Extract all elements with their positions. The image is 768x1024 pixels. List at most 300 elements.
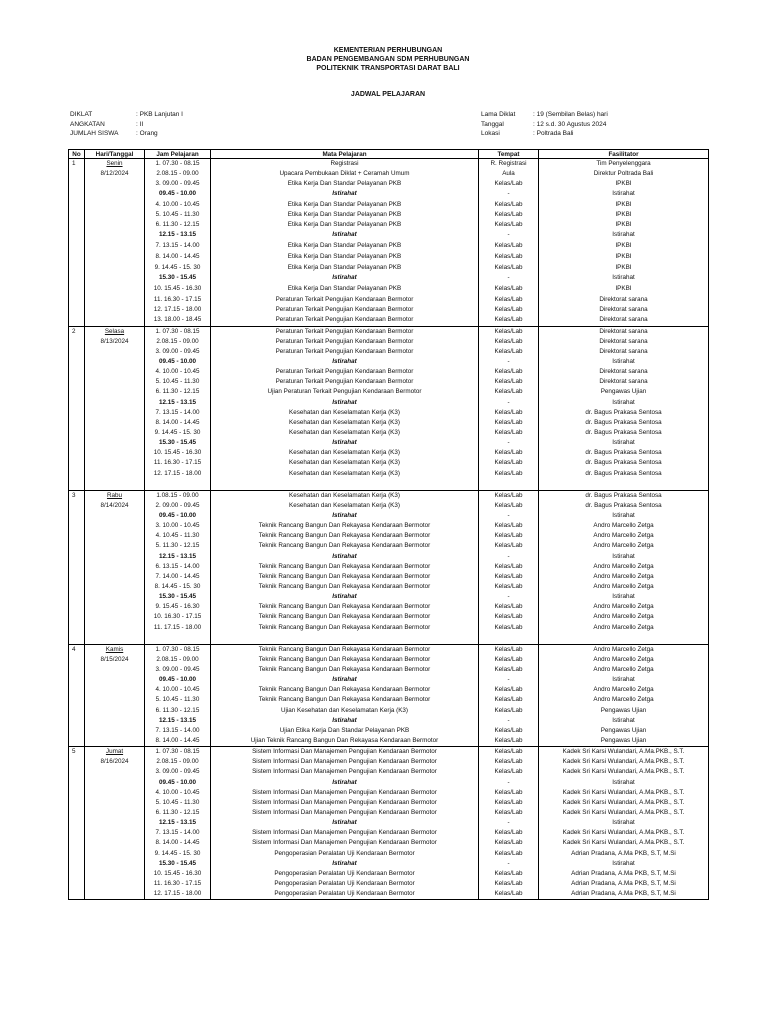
facilitator-cell: [539, 633, 709, 645]
facilitator-cell: dr. Bagus Prakasa Sentosa: [539, 490, 709, 501]
place-cell: Kelas/Lab: [479, 521, 539, 531]
day-cell: [85, 675, 145, 685]
facilitator-cell: Direktorat sarana: [539, 367, 709, 377]
time-cell: 11. 16.30 - 17.15: [145, 294, 211, 305]
subject-cell: Kesehatan dan Keselamatan Kerja (K3): [211, 418, 479, 428]
table-row: [69, 838, 709, 848]
place-cell: Kelas/Lab: [479, 179, 539, 189]
facilitator-cell: IPKBI: [539, 262, 709, 273]
table-row: [69, 869, 709, 879]
facilitator-cell: Andro Marcello Zetga: [539, 582, 709, 592]
place-cell: Kelas/Lab: [479, 531, 539, 541]
facilitator-cell: dr. Bagus Prakasa Sentosa: [539, 501, 709, 511]
cell-empty: [69, 469, 85, 479]
facilitator-cell: Kadek Sri Karsi Wulandari, A.Ma.PKB., S.T.: [539, 788, 709, 798]
table-row: [69, 592, 709, 602]
facilitator-cell: Direktorat sarana: [539, 347, 709, 357]
facilitator-cell: Istirahat: [539, 273, 709, 283]
facilitator-cell: Istirahat: [539, 818, 709, 828]
table-row: [69, 398, 709, 408]
time-cell: [145, 479, 211, 491]
cell-empty: [69, 283, 85, 294]
day-cell: [85, 633, 145, 645]
time-cell: 7. 13.15 - 14.00: [145, 726, 211, 736]
time-cell: 7. 13.15 - 14.00: [145, 828, 211, 838]
time-cell: 8. 14.00 - 14.45: [145, 736, 211, 747]
table-row: [69, 305, 709, 315]
time-cell: [145, 633, 211, 645]
subject-cell: Teknik Rancang Bangun Dan Rekayasa Kendaraan Bermotor: [211, 612, 479, 622]
cell-empty: [69, 572, 85, 582]
table-row: [69, 788, 709, 798]
table-row: [69, 501, 709, 511]
subject-cell: [211, 633, 479, 645]
subject-cell: Teknik Rancang Bangun Dan Rekayasa Kendaraan Bermotor: [211, 655, 479, 665]
table-row: [69, 262, 709, 273]
cell-empty: [69, 562, 85, 572]
time-cell: 12.15 - 13.15: [145, 230, 211, 240]
time-cell: 3. 09.00 - 09.45: [145, 767, 211, 777]
time-cell: 2.08.15 - 09.00: [145, 337, 211, 347]
day-cell: [85, 262, 145, 273]
table-row: [69, 705, 709, 715]
table-row: [69, 633, 709, 645]
place-cell: Kelas/Lab: [479, 582, 539, 592]
subject-cell: Istirahat: [211, 398, 479, 408]
cell-empty: [69, 705, 85, 715]
place-cell: -: [479, 675, 539, 685]
place-cell: Kelas/Lab: [479, 294, 539, 305]
table-row: [69, 273, 709, 283]
cell-empty: [69, 315, 85, 326]
time-cell: 11. 17.15 - 18.00: [145, 622, 211, 632]
day-cell: [85, 602, 145, 612]
time-cell: 8. 14.45 - 15. 30: [145, 582, 211, 592]
subject-cell: Peraturan Terkait Pengujian Kendaraan Bermotor: [211, 347, 479, 357]
subject-cell: Teknik Rancang Bangun Dan Rekayasa Kendaraan Bermotor: [211, 695, 479, 705]
time-cell: 09.45 - 10.00: [145, 357, 211, 367]
info-row: [70, 129, 183, 139]
table-row: [69, 347, 709, 357]
table-row: [69, 602, 709, 612]
day-first-row: [69, 490, 709, 501]
subject-cell: Istirahat: [211, 189, 479, 199]
table-row: [69, 757, 709, 767]
info-value: : 12 s.d. 30 Agustus 2024: [533, 120, 607, 128]
day-cell: [85, 705, 145, 715]
day-name: Jumat: [105, 748, 124, 756]
day-cell: [85, 251, 145, 262]
facilitator-cell: Andro Marcello Zetga: [539, 612, 709, 622]
place-cell: Kelas/Lab: [479, 869, 539, 879]
table-row: [69, 808, 709, 818]
time-cell: 15.30 - 15.45: [145, 273, 211, 283]
table-row: [69, 665, 709, 675]
subject-cell: Istirahat: [211, 675, 479, 685]
time-cell: 7. 14.00 - 14.45: [145, 572, 211, 582]
place-cell: Kelas/Lab: [479, 418, 539, 428]
cell-empty: [69, 889, 85, 900]
subject-cell: Teknik Rancang Bangun Dan Rekayasa Kendaraan Bermotor: [211, 665, 479, 675]
time-cell: 1. 07.30 - 08.15: [145, 747, 211, 758]
time-cell: 8. 14.00 - 14.45: [145, 251, 211, 262]
facilitator-cell: Istirahat: [539, 777, 709, 787]
cell-empty: [69, 200, 85, 210]
place-cell: -: [479, 273, 539, 283]
facilitator-cell: Istirahat: [539, 675, 709, 685]
table-row: [69, 418, 709, 428]
info-value: : II: [136, 120, 144, 128]
cell-empty: [69, 848, 85, 858]
table-row: [69, 240, 709, 251]
day-cell: [85, 665, 145, 675]
facilitator-cell: IPKBI: [539, 220, 709, 230]
day-cell: [85, 189, 145, 199]
place-cell: -: [479, 818, 539, 828]
day-date: 8/16/2024: [85, 757, 145, 767]
place-cell: Kelas/Lab: [479, 337, 539, 347]
facilitator-cell: IPKBI: [539, 240, 709, 251]
time-cell: 2.08.15 - 09.00: [145, 169, 211, 179]
cell-empty: [69, 501, 85, 511]
info-left: [70, 110, 183, 139]
day-cell: [85, 469, 145, 479]
time-cell: 9. 14.45 - 15. 30: [145, 428, 211, 438]
subject-cell: Pengoperasian Peralatan Uji Kendaraan Bermotor: [211, 869, 479, 879]
place-cell: Kelas/Lab: [479, 315, 539, 326]
place-cell: -: [479, 511, 539, 521]
time-cell: 11. 16.30 - 17.15: [145, 458, 211, 468]
facilitator-cell: Pengawas Ujian: [539, 736, 709, 747]
facilitator-cell: Direktorat sarana: [539, 377, 709, 387]
table-row: [69, 283, 709, 294]
subject-cell: Teknik Rancang Bangun Dan Rekayasa Kendaraan Bermotor: [211, 622, 479, 632]
facilitator-cell: Pengawas Ujian: [539, 705, 709, 715]
time-cell: 2.08.15 - 09.00: [145, 655, 211, 665]
cell-empty: [69, 592, 85, 602]
place-cell: Kelas/Lab: [479, 747, 539, 758]
day-cell: [85, 848, 145, 858]
cell-empty: [69, 179, 85, 189]
cell-empty: [69, 798, 85, 808]
time-cell: 13. 18.00 - 18.45: [145, 315, 211, 326]
day-cell: [85, 726, 145, 736]
day-cell: [85, 788, 145, 798]
day-cell: [85, 767, 145, 777]
time-cell: 12.15 - 13.15: [145, 818, 211, 828]
day-cell: [85, 859, 145, 869]
cell-empty: [69, 262, 85, 273]
place-cell: R. Registrasi: [479, 159, 539, 170]
time-cell: 4. 10.45 - 11.30: [145, 531, 211, 541]
table-row: [69, 767, 709, 777]
time-cell: 1. 07.30 - 08.15: [145, 644, 211, 655]
time-cell: 12.15 - 13.15: [145, 398, 211, 408]
schedule-table: [68, 149, 709, 900]
table-row: [69, 387, 709, 397]
day-number: 1: [69, 159, 85, 170]
facilitator-cell: IPKBI: [539, 210, 709, 220]
time-cell: 15.30 - 15.45: [145, 859, 211, 869]
cell-empty: [69, 736, 85, 747]
place-cell: Aula: [479, 169, 539, 179]
time-cell: 8. 14.00 - 14.45: [145, 838, 211, 848]
subject-cell: Kesehatan dan Keselamatan Kerja (K3): [211, 428, 479, 438]
table-row: [69, 511, 709, 521]
table-row: [69, 337, 709, 347]
place-cell: [479, 633, 539, 645]
day-number: 3: [69, 490, 85, 501]
day-number: 5: [69, 747, 85, 758]
facilitator-cell: Andro Marcello Zetga: [539, 531, 709, 541]
table-row: [69, 210, 709, 220]
place-cell: Kelas/Lab: [479, 562, 539, 572]
cell-empty: [69, 305, 85, 315]
subject-cell: Peraturan Terkait Pengujian Kendaraan Bermotor: [211, 315, 479, 326]
subject-cell: Sistem Informasi Dan Manajemen Pengujian Kendaraan Bermotor: [211, 838, 479, 848]
subject-cell: Teknik Rancang Bangun Dan Rekayasa Kendaraan Bermotor: [211, 521, 479, 531]
subject-cell: Istirahat: [211, 552, 479, 562]
facilitator-cell: Istirahat: [539, 189, 709, 199]
table-row: [69, 458, 709, 468]
subject-cell: Istirahat: [211, 777, 479, 787]
table-row: [69, 200, 709, 210]
place-cell: Kelas/Lab: [479, 283, 539, 294]
info-value: : 19 (Sembilan Belas) hari: [533, 111, 608, 118]
column-header-place: Tempat: [479, 150, 539, 159]
facilitator-cell: [539, 479, 709, 491]
header-institution: POLITEKNIK TRANSPORTASI DARAT BALI: [316, 65, 460, 72]
facilitator-cell: dr. Bagus Prakasa Sentosa: [539, 428, 709, 438]
table-row: [69, 798, 709, 808]
day-cell: [85, 869, 145, 879]
column-header-facilitator: Fasilitator: [539, 150, 709, 159]
time-cell: 2.08.15 - 09.00: [145, 757, 211, 767]
subject-cell: Teknik Rancang Bangun Dan Rekayasa Kendaraan Bermotor: [211, 644, 479, 655]
subject-cell: Etika Kerja Dan Standar Pelayanan PKB: [211, 200, 479, 210]
day-cell: [85, 438, 145, 448]
day-cell: [85, 612, 145, 622]
day-cell: [85, 828, 145, 838]
subject-cell: Pengoperasian Peralatan Uji Kendaraan Bermotor: [211, 879, 479, 889]
subject-cell: Istirahat: [211, 273, 479, 283]
day-cell: [85, 747, 145, 758]
table-row: [69, 716, 709, 726]
time-cell: 6. 11.30 - 12.15: [145, 387, 211, 397]
time-cell: 5. 11.30 - 12.15: [145, 541, 211, 551]
facilitator-cell: Istirahat: [539, 511, 709, 521]
column-header-subject: Mata Pelajaran: [211, 150, 479, 159]
day-cell: [85, 179, 145, 189]
time-cell: 10. 15.45 - 16.30: [145, 869, 211, 879]
table-row: [69, 541, 709, 551]
subject-cell: Kesehatan dan Keselamatan Kerja (K3): [211, 458, 479, 468]
subject-cell: Istirahat: [211, 859, 479, 869]
place-cell: Kelas/Lab: [479, 262, 539, 273]
schedule-body: [69, 159, 709, 900]
cell-empty: [69, 521, 85, 531]
day-cell: [85, 716, 145, 726]
time-cell: 4. 10.00 - 10.45: [145, 685, 211, 695]
facilitator-cell: Istirahat: [539, 859, 709, 869]
cell-empty: [69, 479, 85, 491]
column-header-no: No: [69, 150, 85, 159]
time-cell: 5. 10.45 - 11.30: [145, 210, 211, 220]
info-label: Lama Diklat: [481, 111, 516, 118]
day-cell: [85, 326, 145, 337]
table-row: [69, 848, 709, 858]
cell-empty: [69, 337, 85, 347]
facilitator-cell: Istirahat: [539, 398, 709, 408]
day-cell: [85, 644, 145, 655]
cell-empty: [69, 531, 85, 541]
cell-empty: [69, 552, 85, 562]
table-row: [69, 818, 709, 828]
day-cell: [85, 592, 145, 602]
subject-cell: Peraturan Terkait Pengujian Kendaraan Bermotor: [211, 294, 479, 305]
time-cell: 5. 10.45 - 11.30: [145, 798, 211, 808]
header-agency: BADAN PENGEMBANGAN SDM PERHUBUNGAN: [306, 56, 470, 63]
facilitator-cell: IPKBI: [539, 251, 709, 262]
cell-empty: [69, 838, 85, 848]
day-number: 2: [69, 326, 85, 337]
cell-empty: [69, 438, 85, 448]
place-cell: Kelas/Lab: [479, 889, 539, 900]
day-cell: [85, 159, 145, 170]
day-cell: [85, 838, 145, 848]
table-row: [69, 552, 709, 562]
place-cell: Kelas/Lab: [479, 644, 539, 655]
facilitator-cell: Adrian Pradana, A.Ma PKB, S.T, M.Si: [539, 848, 709, 858]
place-cell: -: [479, 859, 539, 869]
facilitator-cell: Direktorat sarana: [539, 305, 709, 315]
time-cell: 09.45 - 10.00: [145, 777, 211, 787]
table-row: [69, 408, 709, 418]
day-first-row: [69, 644, 709, 655]
cell-empty: [69, 777, 85, 787]
day-cell: [85, 562, 145, 572]
table-row: [69, 622, 709, 632]
subject-cell: Teknik Rancang Bangun Dan Rekayasa Kendaraan Bermotor: [211, 531, 479, 541]
day-cell: [85, 622, 145, 632]
time-cell: 12.15 - 13.15: [145, 552, 211, 562]
facilitator-cell: Kadek Sri Karsi Wulandari, A.Ma.PKB., S.T.: [539, 757, 709, 767]
table-row: [69, 367, 709, 377]
info-label: JUMLAH SISWA: [70, 130, 119, 137]
day-cell: [85, 294, 145, 305]
facilitator-cell: Kadek Sri Karsi Wulandari, A.Ma.PKB., S.T.: [539, 808, 709, 818]
place-cell: -: [479, 398, 539, 408]
subject-cell: Ujian Teknik Rancang Bangun Dan Rekayasa Kendaraan Bermotor: [211, 736, 479, 747]
table-row: [69, 251, 709, 262]
place-cell: Kelas/Lab: [479, 458, 539, 468]
time-cell: 10. 15.45 - 16.30: [145, 448, 211, 458]
info-row: [70, 120, 183, 130]
day-first-row: [69, 747, 709, 758]
day-cell: [85, 408, 145, 418]
facilitator-cell: Andro Marcello Zetga: [539, 622, 709, 632]
document-title: JADWAL PELAJARAN: [350, 91, 426, 98]
place-cell: Kelas/Lab: [479, 240, 539, 251]
day-first-row: [69, 159, 709, 170]
facilitator-cell: Istirahat: [539, 438, 709, 448]
subject-cell: Sistem Informasi Dan Manajemen Pengujian Kendaraan Bermotor: [211, 747, 479, 758]
facilitator-cell: Andro Marcello Zetga: [539, 695, 709, 705]
time-cell: 9. 14.45 - 15. 30: [145, 262, 211, 273]
info-row: [70, 110, 183, 120]
cell-empty: [69, 169, 85, 179]
facilitator-cell: Istirahat: [539, 230, 709, 240]
time-cell: 3. 10.00 - 10.45: [145, 521, 211, 531]
day-name: Senin: [106, 160, 123, 167]
time-cell: 09.45 - 10.00: [145, 511, 211, 521]
place-cell: Kelas/Lab: [479, 428, 539, 438]
facilitator-cell: Istirahat: [539, 552, 709, 562]
subject-cell: Istirahat: [211, 438, 479, 448]
table-row: [69, 531, 709, 541]
table-row: [69, 612, 709, 622]
facilitator-cell: Andro Marcello Zetga: [539, 521, 709, 531]
subject-cell: Sistem Informasi Dan Manajemen Pengujian Kendaraan Bermotor: [211, 798, 479, 808]
day-cell: [85, 377, 145, 387]
place-cell: Kelas/Lab: [479, 501, 539, 511]
table-row: [69, 695, 709, 705]
subject-cell: Istirahat: [211, 511, 479, 521]
subject-cell: Etika Kerja Dan Standar Pelayanan PKB: [211, 262, 479, 273]
day-date: 8/12/2024: [85, 169, 145, 179]
place-cell: [479, 479, 539, 491]
subject-cell: Kesehatan dan Keselamatan Kerja (K3): [211, 469, 479, 479]
info-label: ANGKATAN: [70, 120, 105, 128]
day-cell: [85, 685, 145, 695]
info-label: Tanggal: [481, 120, 504, 128]
place-cell: Kelas/Lab: [479, 377, 539, 387]
time-cell: 11. 16.30 - 17.15: [145, 879, 211, 889]
table-row: [69, 879, 709, 889]
subject-cell: Sistem Informasi Dan Manajemen Pengujian Kendaraan Bermotor: [211, 788, 479, 798]
time-cell: 6. 13.15 - 14.00: [145, 562, 211, 572]
subject-cell: Ujian Peraturan Terkait Pengujian Kendaraan Bermotor: [211, 387, 479, 397]
day-cell: [85, 230, 145, 240]
time-cell: 12. 17.15 - 18.00: [145, 889, 211, 900]
day-cell: [85, 428, 145, 438]
place-cell: Kelas/Lab: [479, 838, 539, 848]
day-cell: [85, 240, 145, 251]
cell-empty: [69, 220, 85, 230]
subject-cell: Sistem Informasi Dan Manajemen Pengujian Kendaraan Bermotor: [211, 757, 479, 767]
day-name: Kamis: [105, 645, 124, 653]
cell-empty: [69, 633, 85, 645]
place-cell: -: [479, 592, 539, 602]
table-row: [69, 889, 709, 900]
table-row: [69, 179, 709, 189]
time-cell: 10. 16.30 - 17.15: [145, 612, 211, 622]
place-cell: Kelas/Lab: [479, 655, 539, 665]
facilitator-cell: dr. Bagus Prakasa Sentosa: [539, 418, 709, 428]
subject-cell: Peraturan Terkait Pengujian Kendaraan Bermotor: [211, 377, 479, 387]
subject-cell: Kesehatan dan Keselamatan Kerja (K3): [211, 408, 479, 418]
place-cell: Kelas/Lab: [479, 210, 539, 220]
cell-empty: [69, 511, 85, 521]
cell-empty: [69, 251, 85, 262]
facilitator-cell: Adrian Pradana, A.Ma PKB, S.T, M.Si: [539, 869, 709, 879]
subject-cell: Istirahat: [211, 716, 479, 726]
facilitator-cell: Andro Marcello Zetga: [539, 572, 709, 582]
column-header-time: Jam Pelajaran: [145, 150, 211, 159]
day-first-row: [69, 326, 709, 337]
subject-cell: Peraturan Terkait Pengujian Kendaraan Bermotor: [211, 326, 479, 337]
info-value: : Poltrada Bali: [533, 130, 574, 137]
